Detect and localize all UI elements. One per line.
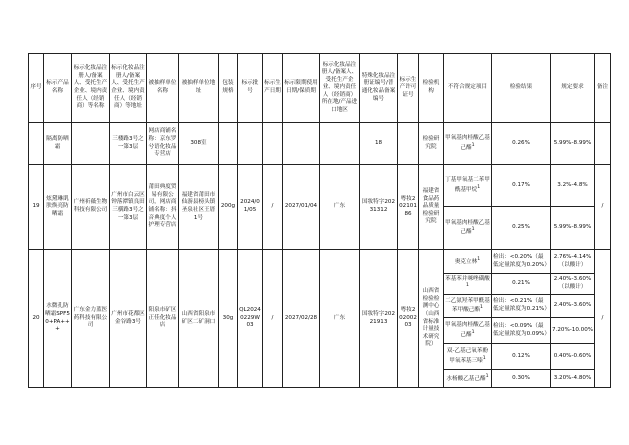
cell-result: 检出：<0.09%（最低定量浓度为0.09%）: [492, 318, 551, 344]
cell-sampled-address: 山西省阳泉市矿区二矿洞口: [179, 250, 219, 388]
header-row: [29, 54, 611, 123]
cell-standard: 7.20%-10.00%: [551, 318, 595, 344]
header-note: 备注: [595, 54, 611, 123]
cell-item: 甲氧基肉桂酸乙基己酯$^1$: [444, 318, 492, 344]
cell-result: 0.26%: [492, 123, 551, 165]
cell-seq: 20: [29, 250, 44, 388]
cell-registrant: [72, 123, 110, 165]
cell-sampled-address: 308室: [179, 123, 219, 165]
cell-item: 丁基甲氧基二苯甲酰基甲烷$^1$: [444, 165, 492, 207]
table-row: [29, 250, 611, 274]
table-row: [29, 123, 611, 165]
cell-registrant-address: 广州市白云区钟落潭镇良田三横路3号之一第3层: [110, 165, 147, 250]
cell-sampled-unit: 网店商铺名称：京东罗兮语化妆品专营店: [147, 123, 179, 165]
inspection-table: [28, 53, 611, 388]
cell-standard: 2.40%-3.60%（以酸计）: [551, 274, 595, 295]
cell-standard: 2.76%-4.14%（以酸计）: [551, 250, 595, 274]
cell-standard: 5.99%-8.99%: [551, 207, 595, 250]
cell-registrant: 广州祈薇生物科技有限公司: [72, 165, 110, 250]
cell-standard: 3.2%-4.8%: [551, 165, 595, 207]
cell-result: 0.30%: [492, 370, 551, 388]
cell-special-number: 国妆特字20221913: [360, 250, 398, 388]
cell-item: 水杨酸乙基己酯$^1$: [444, 370, 492, 388]
cell-item: 甲氧基肉桂酸乙基己酯$^1$: [444, 207, 492, 250]
cell-registrant-address: 广州市花都区金谷路3号: [110, 250, 147, 388]
cell-lab: 检验研究院: [419, 123, 444, 165]
header-result: 检验结果: [492, 54, 551, 123]
cell-item: 奥克立林$^1$: [444, 250, 492, 274]
header-license: 标示生产许可证号: [398, 54, 419, 123]
cell-production-date: [263, 123, 283, 165]
cell-production-date: /: [263, 165, 283, 250]
cell-note: [595, 123, 611, 165]
cell-sampled-address: 福建省莆田市仙游县榜头镇圣泉社区王厝1号: [179, 165, 219, 250]
cell-expiry: 2027/01/04: [283, 165, 320, 250]
cell-lab: 福建省食品药品质量检验研究院: [419, 165, 444, 250]
cell-expiry: [283, 123, 320, 165]
header-expiry: 标示限期使用日期/保质期: [283, 54, 320, 123]
cell-product: 炫黛琳肌肤焕亮防晒霜: [44, 165, 72, 250]
cell-registrant: 广东金力蓝医药科技有限公司: [72, 250, 110, 388]
header-standard: 规定要求: [551, 54, 595, 123]
header-item: 不符合规定项目: [444, 54, 492, 123]
cell-result: 检出：<0.20%（最低定量浓度为0.20%）: [492, 250, 551, 274]
cell-item: 双-乙基己氧苯酚甲氧苯基三嗪$^1$: [444, 344, 492, 370]
cell-region: 广东: [320, 165, 360, 250]
header-registrant: 标示化妆品注册人/备案人、受托生产企业、境内责任人（经销商）等名称: [72, 54, 110, 123]
cell-result: 0.21%: [492, 274, 551, 295]
cell-product: 隔离防晒霜: [44, 123, 72, 165]
header-product: 标示产品名称: [44, 54, 72, 123]
cell-spec: 200g: [219, 165, 238, 250]
cell-standard: 2.40%-3.60%: [551, 295, 595, 318]
header-registrant-address: 标示化妆品注册人/备案人、受托生产企业、境内责任人（经销商）等地址: [110, 54, 147, 123]
cell-sampled-unit: 莆田典度贸易有限公司，网店商铺名称：抖音典度个人护理专营店: [147, 165, 179, 250]
cell-license: 粤妆20200203: [398, 250, 419, 388]
header-production-date: 标示生产日期: [263, 54, 283, 123]
cell-item: 苯基苯并咪唑磺酸$^1$: [444, 274, 492, 295]
header-seq: 序号: [29, 54, 44, 123]
cell-license: 粤妆20210186: [398, 165, 419, 250]
cell-standard: 3.20%-4.80%: [551, 370, 595, 388]
header-sampled-unit: 被抽样单位名称: [147, 54, 179, 123]
cell-spec: [219, 123, 238, 165]
cell-expiry: 2027/02/28: [283, 250, 320, 388]
cell-result: 检出：<0.21%（最低定量浓度为0.21%）: [492, 295, 551, 318]
cell-result: 0.17%: [492, 165, 551, 207]
cell-result: 0.12%: [492, 344, 551, 370]
header-region: 标示化妆品注册人/备案人、受托生产企业、境内责任人（经销商）所在地/产品进口地区: [320, 54, 360, 123]
cell-standard: 0.40%-0.60%: [551, 344, 595, 370]
cell-batch: [238, 123, 263, 165]
cell-standard: 5.99%-8.99%: [551, 123, 595, 165]
cell-region: [320, 123, 360, 165]
cell-special-number: 18: [360, 123, 398, 165]
cell-sampled-unit: 阳泉市矿区正佳化妆品店: [147, 250, 179, 388]
header-batch: 标示批号: [238, 54, 263, 123]
cell-special-number: 国妆特字20231312: [360, 165, 398, 250]
header-sampled-address: 被抽样单位地址: [179, 54, 219, 123]
cell-seq: [29, 123, 44, 165]
cell-batch: 2024/01/05: [238, 165, 263, 250]
cell-lab: 山西省检验检测中心（山西省标准计量技术研究院）: [419, 250, 444, 388]
cell-region: 广东: [320, 250, 360, 388]
cell-registrant-address: 三楼路3号之一第3层: [110, 123, 147, 165]
header-lab: 检验机构: [419, 54, 444, 123]
cell-spec: 30g: [219, 250, 238, 388]
cell-product: 水微孔防晒霜SPF50+PA+++: [44, 250, 72, 388]
cell-item: 甲氧基肉桂酸乙基己酯$^1$: [444, 123, 492, 165]
cell-note: /: [595, 250, 611, 388]
cell-note: /: [595, 165, 611, 250]
cell-production-date: /: [263, 250, 283, 388]
header-spec: 包装规格: [219, 54, 238, 123]
header-special-number: 特殊化妆品注册证编号/普通化妆品备案编号: [360, 54, 398, 123]
cell-seq: 19: [29, 165, 44, 250]
cell-batch: QL20240229W03: [238, 250, 263, 388]
cell-license: [398, 123, 419, 165]
table-row: [29, 165, 611, 207]
cell-result: 0.25%: [492, 207, 551, 250]
cell-item: 二乙氨羟苯甲酰基苯甲酸己酯$^1$: [444, 295, 492, 318]
